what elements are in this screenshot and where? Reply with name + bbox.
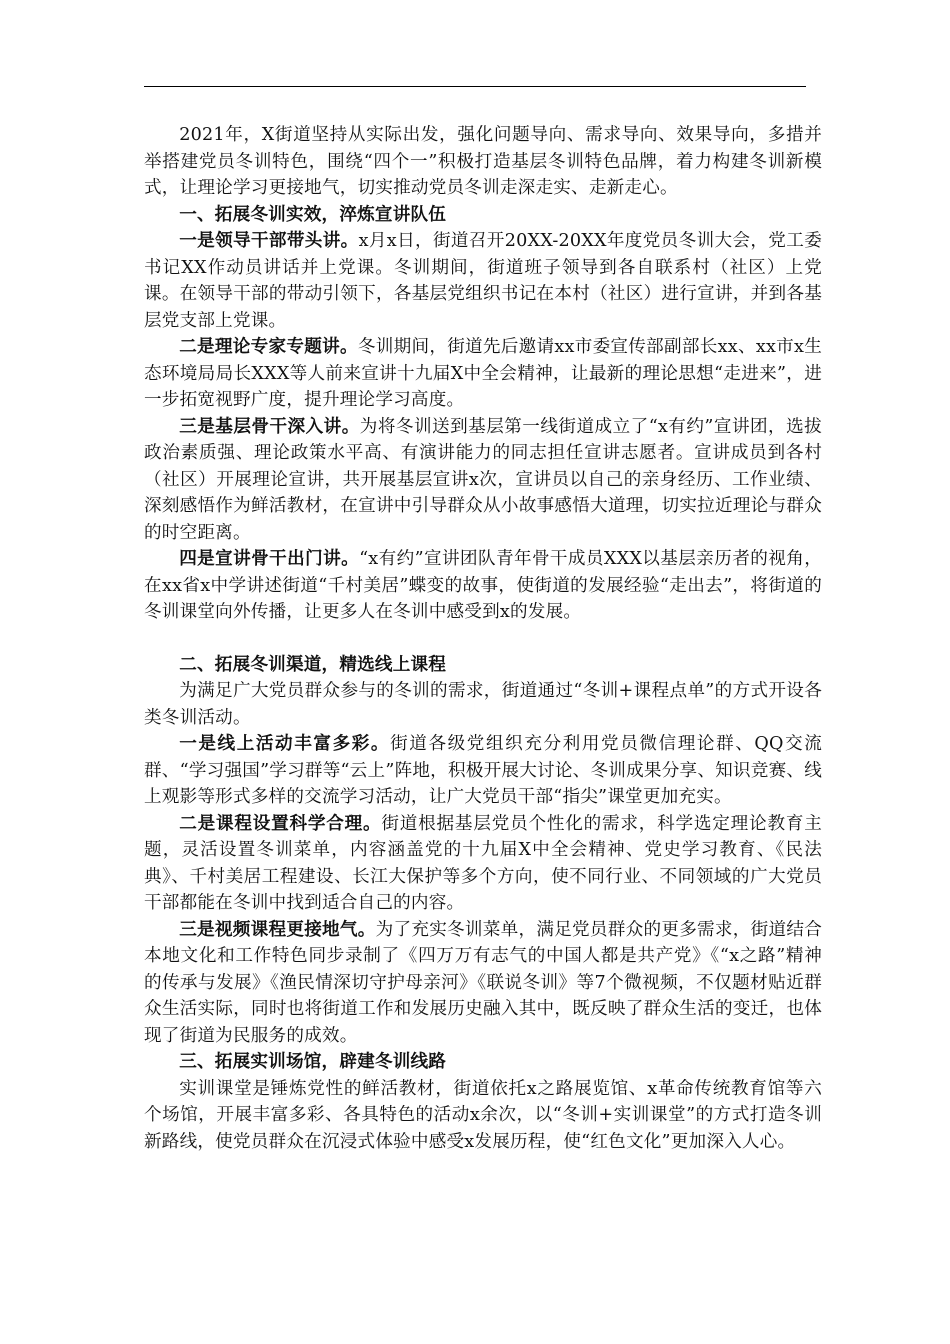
section-1-item-3 — [144, 414, 822, 547]
item-text: 为将冬训送到基层第一线街道成立了“x有约”宣讲团，选拔政治素质强、理论政策水平高、有演讲能力的同志担任宣讲志愿者。宣讲成员到各村（社区）开展理论宣讲，共开展基层宣讲x次，宣讲员以自己的亲身经历、工作业绩、深刻感悟作为鲜活教材，在宣讲中引导群众从小故事感悟大道理，切实拉近理论与群众的时空距离。 — [144, 416, 822, 543]
item-text: 街道各级党组织充分利用党员微信理论群、QQ交流群、“学习强国”学习群等“云上”阵地，积极开展大讨论、冬训成果分享、知识竞赛、线上观影等形式多样的交流学习活动，让广大党员干部“指尖”课堂更加充实。 — [144, 734, 823, 807]
section-2-item-3 — [144, 917, 822, 1050]
section-3-heading: 三、拓展实训场馆，辟建冬训线路 — [179, 1051, 447, 1072]
intro-paragraph: 2021年，X街道坚持从实际出发，强化问题导向、需求导向、效果导向，多措并举搭建党员冬训特色，围绕“四个一”积极打造基层冬训特色品牌，着力构建冬训新模式，让理论学习更接地气，切实推动党员冬训走深走实、走新走心。 — [144, 125, 822, 198]
section-1-heading: 一、拓展冬训实效，淬炼宣讲队伍 — [179, 203, 447, 225]
section-1-item-2 — [144, 334, 822, 414]
item-lead: 二是理论专家专题讲。 — [179, 336, 358, 357]
item-text: 街道根据基层党员个性化的需求，科学选定理论教育主题，灵活设置冬训菜单，内容涵盖党的十九届X中全会精神、党史学习教育、《民法典》、千村美居工程建设、长江大保护等多个方向，使不同行业、不同领域的广大党员干部都能在冬训中找到适合自己的内容。 — [144, 813, 822, 913]
document-body — [144, 122, 822, 1155]
section-2-intro: 为满足广大党员群众参与的冬训的需求，街道通过“冬训+课程点单”的方式开设各类冬训活动。 — [144, 681, 822, 728]
item-lead: 二是课程设置科学合理。 — [179, 812, 382, 834]
header-rule — [144, 86, 806, 87]
item-lead: 一是领导干部带头讲。 — [179, 230, 359, 251]
item-lead: 三是视频课程更接地气。 — [179, 918, 376, 940]
item-lead: 四是宣讲骨干出门讲。 — [179, 548, 360, 569]
item-text: 为了充实冬训菜单，满足党员群众的更多需求，街道结合本地文化和工作特色同步录制了《四万万有志气的中国人都是共产党》《“x之路”精神的传承与发展》《渔民情深切守护母亲河》《联说冬训》等7个微视频，不仅题材贴近群众生活实际，同时也将街道工作和发展历史融入其中，既反映了群众生活的变迁，也体现了街道为民服务的成效。 — [144, 919, 822, 1046]
item-lead: 三是基层骨干深入讲。 — [179, 415, 360, 437]
item-text: “x有约”宣讲团队青年骨干成员XXX以基层亲历者的视角，在xx省x中学讲述街道“千村美居”蝶变的故事，使街道的发展经验“走出去”，将街道的冬训课堂向外传播，让更多人在冬训中感受到x的发展。 — [144, 549, 822, 622]
section-1-item-4 — [144, 546, 822, 626]
section-2-item-1 — [144, 731, 822, 811]
item-text: x月x日，街道召开20XX-20XX年度党员冬训大会，党工委书记XX作动员讲话并上党课。冬训期间，街道班子领导到各自联系村（社区）上党课。在领导干部的带动引领下，各基层党组织书记在本村（社区）进行宣讲，并到各基层党支部上党课。 — [144, 231, 822, 331]
item-text: 冬训期间，街道先后邀请xx市委宣传部副部长xx、xx市x生态环境局局长XXX等人前来宣讲十九届X中全会精神，让最新的理论思想“走进来”，进一步拓宽视野广度，提升理论学习高度。 — [144, 337, 822, 410]
section-1-item-1 — [144, 228, 822, 334]
section-2-heading: 二、拓展冬训渠道，精选线上课程 — [179, 653, 447, 675]
section-2-item-2 — [144, 811, 822, 917]
item-lead: 一是线上活动丰富多彩。 — [179, 733, 391, 754]
section-3-paragraph: 实训课堂是锤炼党性的鲜活教材，街道依托x之路展览馆、x革命传统教育馆等六个场馆，开展丰富多彩、各具特色的活动x余次，以“冬训+实训课堂”的方式打造冬训新路线，使党员群众在沉浸式体验中感受x发展历程，使“红色文化”更加深入人心。 — [144, 1078, 822, 1152]
